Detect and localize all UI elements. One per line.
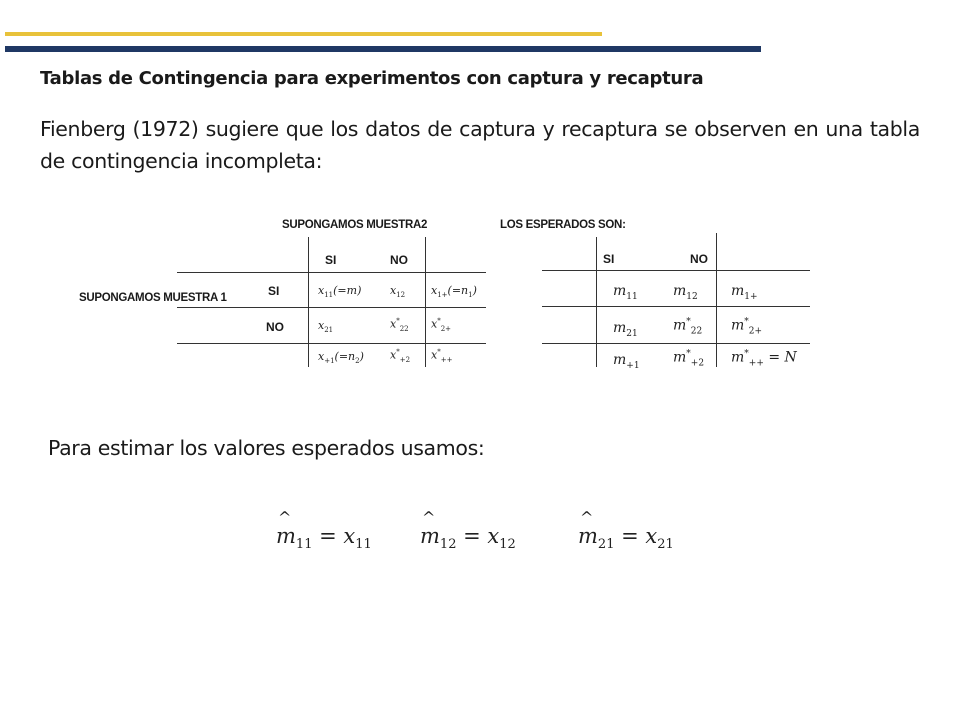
cell-x12: $x_{12}$ bbox=[390, 284, 406, 300]
navy-accent-bar bbox=[5, 46, 761, 52]
table-rule bbox=[542, 270, 810, 271]
cell-x2plus-star: $x^*_{2+}$ bbox=[431, 317, 452, 333]
cell-m12: $m_{12}$ bbox=[673, 283, 698, 302]
cell-x11: $x_{11}(=m)$ bbox=[318, 284, 362, 300]
row-header-no: NO bbox=[266, 320, 284, 334]
gold-accent-bar bbox=[5, 32, 602, 36]
estimator-m11: ^ $m_{11} = x_{11}$ bbox=[276, 524, 372, 552]
cell-x21: $x_{21}$ bbox=[318, 319, 334, 335]
cell-m11: $m_{11}$ bbox=[613, 283, 638, 302]
table-rule bbox=[177, 343, 486, 344]
cell-m2plus-star: $m^*_{2+}$ bbox=[731, 317, 763, 337]
cell-xplusplus-star: $x^*_{++}$ bbox=[431, 348, 453, 364]
table-rule bbox=[542, 306, 810, 307]
cell-m1plus: $m_{1+}$ bbox=[731, 283, 758, 302]
row-group-label: SUPONGAMOS MUESTRA 1 bbox=[79, 292, 227, 304]
table-rule bbox=[177, 307, 486, 308]
cell-m21: $m_{21}$ bbox=[613, 320, 638, 339]
expected-table-title: LOS ESPERADOS SON: bbox=[500, 219, 626, 231]
slide-title: Tablas de Contingencia para experimentos con captura y recaptura bbox=[40, 68, 704, 89]
row-header-si: SI bbox=[268, 284, 280, 298]
cell-m22-star: $m^*_{22}$ bbox=[673, 317, 703, 337]
col-header-no: NO bbox=[390, 253, 408, 267]
table-rule bbox=[542, 343, 810, 344]
expected-col-header-no: NO bbox=[690, 252, 708, 266]
table-divider bbox=[425, 237, 426, 367]
estimate-text: Para estimar los valores esperados usamos: bbox=[48, 436, 485, 460]
cell-xplus1: $x_{+1}(=n_2)$ bbox=[318, 350, 364, 366]
table-rule bbox=[177, 272, 486, 273]
cell-xplus2-star: $x^*_{+2}$ bbox=[390, 348, 411, 364]
expected-col-header-si: SI bbox=[603, 252, 615, 266]
intro-paragraph: Fienberg (1972) sugiere que los datos de captura y recaptura se observen en una tabla de contingencia incompleta: bbox=[40, 117, 920, 173]
table-divider bbox=[308, 237, 309, 367]
cell-mplus1: $m_{+1}$ bbox=[613, 352, 640, 371]
cell-mplus2-star: $m^*_{+2}$ bbox=[673, 349, 705, 369]
estimator-m12: ^ $m_{12} = x_{12}$ bbox=[420, 524, 516, 552]
table-divider bbox=[596, 237, 597, 367]
col-group-label: SUPONGAMOS MUESTRA2 bbox=[282, 219, 428, 231]
cell-x1plus: $x_{1+}(=n_1)$ bbox=[431, 284, 477, 300]
table-divider bbox=[716, 233, 717, 367]
estimator-m21: ^ $m_{21} = x_{21}$ bbox=[578, 524, 674, 552]
cell-mplusplus-star: $m^*_{++} = N$ bbox=[731, 349, 797, 369]
cell-x22-star: $x^*_{22}$ bbox=[390, 317, 409, 333]
col-header-si: SI bbox=[325, 253, 337, 267]
